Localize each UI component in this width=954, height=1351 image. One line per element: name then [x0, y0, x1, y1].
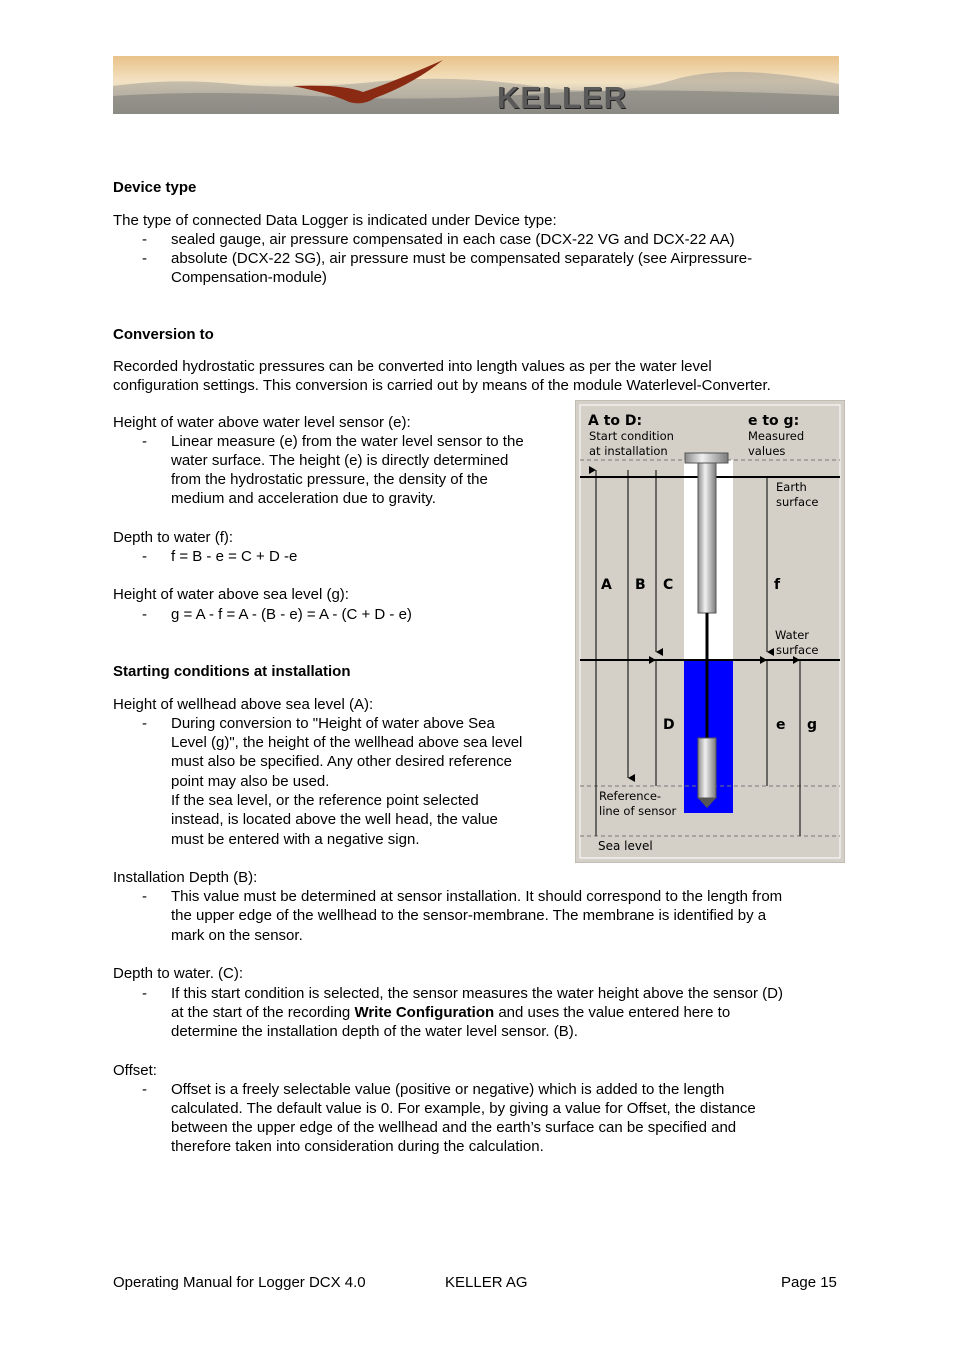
list-item: - g = A - f = A - (B - e) = A - (C + D - e): [142, 606, 412, 623]
a-to-d-sub2: at installation: [589, 444, 668, 458]
wellhead-flange-icon: [685, 453, 728, 463]
reference-label-1: Reference-: [599, 789, 662, 803]
list-item: - sealed gauge, air pressure compensated in each case (DCX-22 VG and DCX-22 AA): [142, 231, 735, 248]
list-item-continued: therefore taken into consideration during the calculation.: [171, 1138, 544, 1155]
g-label: Height of water above sea level (g):: [113, 586, 349, 603]
water-label-2: surface: [776, 643, 819, 657]
list-item-continued: If the sea level, or the reference point selected: [171, 792, 479, 809]
list-item: - Linear measure (e) from the water level sensor to the: [142, 433, 524, 450]
footer-company: KELLER AG: [445, 1274, 528, 1291]
earth-label-1: Earth: [776, 480, 807, 494]
f-label: Depth to water (f):: [113, 529, 234, 546]
e-to-g-sub1: Measured: [748, 429, 805, 443]
banner-art: [113, 56, 839, 114]
offset-label: Offset:: [113, 1062, 157, 1079]
conversion-intro-line: configuration settings. This conversion is carried out by means of the module Waterlevel-Converter.: [113, 377, 771, 394]
earth-label-2: surface: [776, 495, 819, 509]
e-to-g-title: e to g:: [748, 413, 800, 429]
brand-name: KELLER: [497, 80, 627, 114]
list-item-continued: water surface. The height (e) is directly determined: [171, 452, 509, 469]
list-item-continued: must also be specified. Any other desired reference: [171, 753, 513, 770]
list-item: - This value must be determined at sensor installation. It should correspond to the length from: [142, 888, 783, 905]
header-banner: [113, 56, 839, 114]
list-item-continued: between the upper edge of the wellhead and the earth’s surface can be specified and: [171, 1119, 737, 1136]
list-item-continued: from the hydrostatic pressure, the density of the: [171, 471, 488, 488]
label-f: f: [774, 577, 781, 593]
list-item: - If this start condition is selected, the sensor measures the water height above the sensor (D): [142, 985, 783, 1002]
list-item-continued: medium and acceleration due to gravity.: [171, 490, 436, 507]
list-item: - Offset is a freely selectable value (positive or negative) which is added to the length: [142, 1081, 725, 1098]
label-b: B: [635, 577, 646, 593]
list-item-continued: point may also be used.: [171, 773, 330, 790]
a-to-d-title: A to D:: [588, 413, 643, 429]
diagram-svg: [575, 400, 845, 863]
list-item-continued: the upper edge of the wellhead to the sensor-membrane. The membrane is identified by a: [171, 907, 767, 924]
list-item-continued: Compensation-module): [171, 269, 327, 286]
e-to-g-sub2: values: [748, 444, 786, 458]
c-label: Depth to water. (C):: [113, 965, 244, 982]
list-item-continued: calculated. The default value is 0. For example, by giving a value for Offset, the distance: [171, 1100, 756, 1117]
reference-label-2: line of sensor: [599, 804, 677, 818]
label-g: g: [807, 717, 818, 733]
e-label: Height of water above water level sensor (e):: [113, 414, 411, 431]
sea-level-label: Sea level: [598, 839, 653, 853]
list-item: - During conversion to "Height of water above Sea: [142, 715, 495, 732]
water-level-sensor-icon: [698, 738, 716, 798]
footer-page-number: Page 15: [781, 1274, 837, 1291]
footer-manual-title: Operating Manual for Logger DCX 4.0: [113, 1274, 366, 1291]
label-a: A: [601, 577, 612, 593]
list-item-continued: mark on the sensor.: [171, 927, 303, 944]
list-item-continued: instead, is located above the well head, the value: [171, 811, 498, 828]
a-to-d-sub1: Start condition: [589, 429, 674, 443]
a-label: Height of wellhead above sea level (A):: [113, 696, 374, 713]
device-type-intro: The type of connected Data Logger is indicated under Device type:: [113, 212, 557, 229]
start-heading: Starting conditions at installation: [113, 663, 351, 680]
label-e: e: [776, 717, 786, 733]
label-d: D: [663, 717, 675, 733]
water-level-diagram: [575, 400, 845, 863]
list-item-continued: must be entered with a negative sign.: [171, 831, 420, 848]
water-label-1: Water: [775, 628, 809, 642]
label-c: C: [663, 577, 674, 593]
list-item: - absolute (DCX-22 SG), air pressure must be compensated separately (see Airpressure-: [142, 250, 753, 267]
sensor-housing-icon: [698, 463, 716, 613]
list-item: - f = B - e = C + D -e: [142, 548, 298, 565]
conversion-heading: Conversion to: [113, 326, 214, 343]
list-item-continued: at the start of the recording Write Configuration and uses the value entered here to: [171, 1004, 731, 1021]
write-configuration-term: Write Configuration: [354, 1004, 495, 1021]
conversion-intro-line: Recorded hydrostatic pressures can be converted into length values as per the water level: [113, 358, 712, 375]
b-label: Installation Depth (B):: [113, 869, 258, 886]
list-item-continued: Level (g)", the height of the wellhead above sea level: [171, 734, 523, 751]
list-item-continued: determine the installation depth of the water level sensor. (B).: [171, 1023, 578, 1040]
device-type-heading: Device type: [113, 179, 197, 196]
